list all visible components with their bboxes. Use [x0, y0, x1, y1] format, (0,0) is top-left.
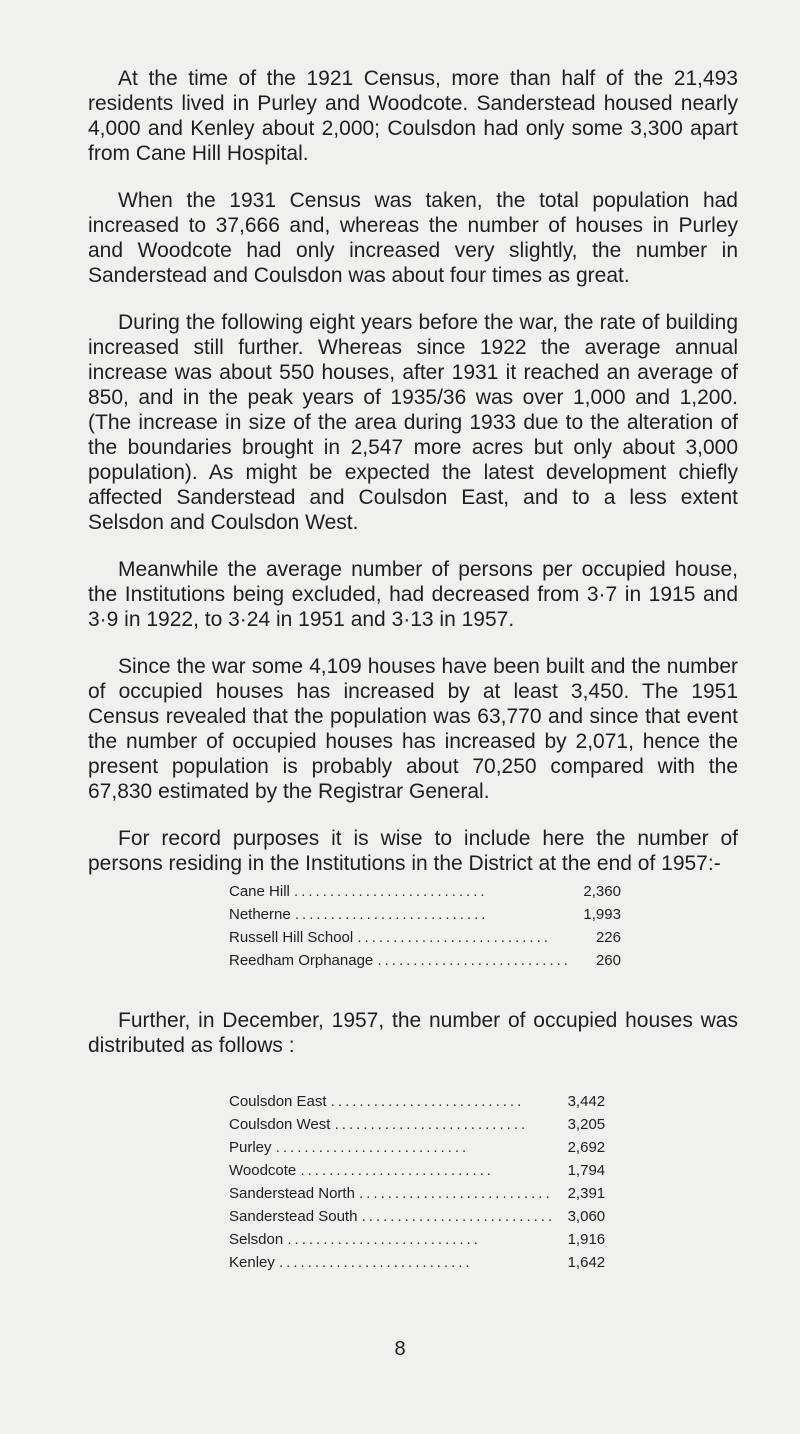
paragraph-post-war: Since the war some 4,109 houses have been built and the number of occupied houses has increased by at least 3,450. The 1951 Census revealed that the population was 63,770 and since that event the number of occupied houses has increased by 2,071, hence the present population is probably about 70,250 compared with the 67,830 estimated by the Registrar General.: [88, 655, 738, 803]
row-label: Purley: [229, 1139, 272, 1156]
row-value: 3,205: [567, 1116, 606, 1133]
row-value: 3,060: [567, 1208, 606, 1225]
table-row: [229, 1136, 605, 1159]
row-label: Cane Hill: [229, 883, 290, 900]
row-value: 226: [595, 929, 621, 946]
row-label: Russell Hill School: [229, 929, 354, 946]
table-row: [229, 1228, 605, 1251]
paragraph-1921-census: At the time of the 1921 Census, more than half of the 21,493 residents lived in Purley and Woodcote. Sanderstead housed nearly 4,000 and Kenley about 2,000; Coulsdon had only some 3,300 apart from Cane Hill Hospital.: [88, 67, 738, 165]
table-row: [229, 1205, 605, 1228]
leader-dots: ...........................: [361, 1208, 556, 1225]
row-label: Kenley: [229, 1254, 275, 1271]
leader-dots: ...........................: [294, 883, 488, 900]
row-value: 1,794: [567, 1162, 606, 1179]
row-value: 3,442: [567, 1093, 606, 1110]
occupied-houses-table: [229, 1090, 605, 1274]
table-row: [229, 1182, 605, 1205]
table-row: [229, 903, 621, 926]
leader-dots: ...........................: [357, 929, 551, 946]
paragraph-houses-intro: Further, in December, 1957, the number of occupied houses was distributed as follows :: [88, 1009, 738, 1057]
row-value: 2,692: [567, 1139, 606, 1156]
row-value: 1,993: [583, 906, 621, 923]
table-row: [229, 926, 621, 949]
paragraph-1931-census: When the 1931 Census was taken, the total population had increased to 37,666 and, whereas the number of houses in Purley and Woodcote had only increased very slightly, the number in Sanderstead and Coulsdon was about four times as great.: [88, 189, 738, 287]
document-page: [88, 66, 738, 1274]
table-row: [229, 1251, 605, 1274]
table-row: [229, 1090, 605, 1113]
leader-dots: ...........................: [294, 906, 489, 923]
leader-dots: ...........................: [275, 1139, 470, 1156]
row-label: Woodcote: [229, 1162, 297, 1179]
leader-dots: ...........................: [377, 952, 571, 969]
leader-dots: ...........................: [330, 1093, 525, 1110]
leader-dots: ...........................: [334, 1116, 529, 1133]
row-value: 2,360: [583, 883, 621, 900]
paragraph-building-rate: During the following eight years before the war, the rate of building increased still further. Whereas since 1922 the average annual increase was about 550 houses, after 1931 it reached an average of 850, and in the peak years of 1935/36 was over 1,000 and 1,200. (The increase in size of the area during 1933 due to the alteration of the boundaries brought in 2,547 more acres but only about 3,000 population). As might be expected the latest development chiefly affected Sanderstead and Coulsdon East, and to a less extent Selsdon and Coulsdon West.: [88, 311, 738, 534]
row-label: Netherne: [229, 906, 291, 923]
row-value: 1,916: [567, 1231, 606, 1248]
table-row: [229, 1159, 605, 1182]
table-row: [229, 880, 621, 903]
paragraph-institutions-intro: For record purposes it is wise to include here the number of persons residing in the Institutions in the District at the end of 1957:-: [88, 827, 738, 875]
row-value: 2,391: [567, 1185, 606, 1202]
row-label: Sanderstead North: [229, 1185, 355, 1202]
leader-dots: ...........................: [359, 1185, 553, 1202]
leader-dots: ...........................: [287, 1231, 481, 1248]
row-value: 1,642: [567, 1254, 606, 1271]
row-label: Selsdon: [229, 1231, 284, 1248]
page-number: 8: [394, 1338, 406, 1360]
leader-dots: ...........................: [279, 1254, 473, 1271]
row-label: Coulsdon West: [229, 1116, 331, 1133]
row-label: Sanderstead South: [229, 1208, 358, 1225]
row-value: 260: [595, 952, 621, 969]
row-label: Reedham Orphanage: [229, 952, 374, 969]
paragraph-persons-per-house: Meanwhile the average number of persons per occupied house, the Institutions being excluded, had decreased from 3·7 in 1915 and 3·9 in 1922, to 3·24 in 1951 and 3·13 in 1957.: [88, 558, 738, 631]
table-row: [229, 949, 621, 972]
table-row: [229, 1113, 605, 1136]
institutions-table: [229, 880, 621, 972]
row-label: Coulsdon East: [229, 1093, 327, 1110]
leader-dots: ...........................: [300, 1162, 494, 1179]
